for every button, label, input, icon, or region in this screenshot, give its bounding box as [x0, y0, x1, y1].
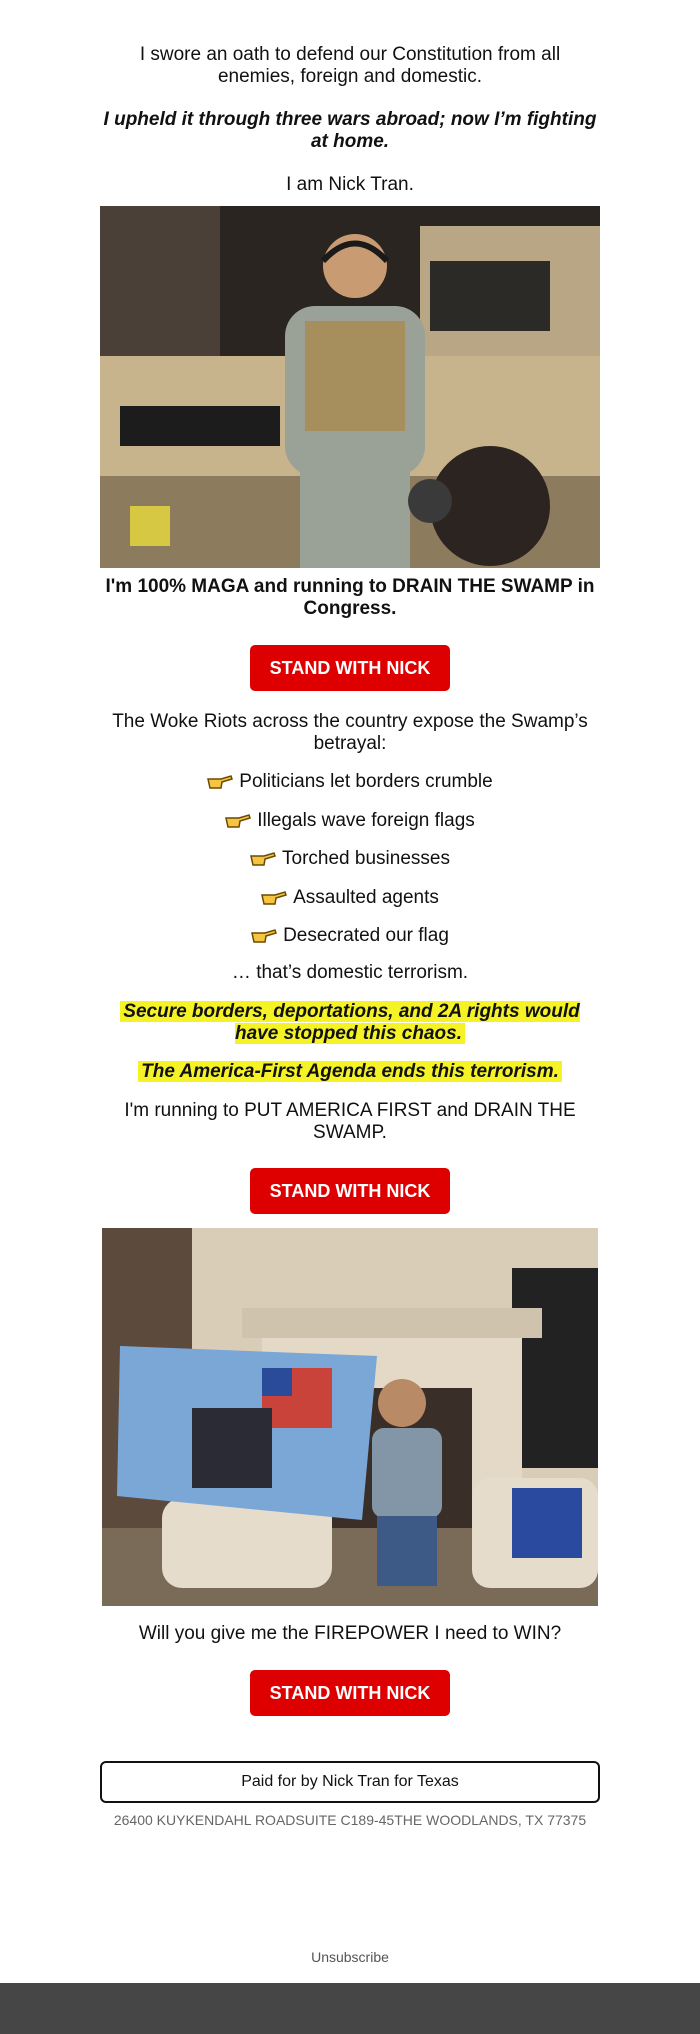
name-text: I am Nick Tran. — [286, 174, 414, 195]
list-item — [0, 770, 700, 794]
maga-text: I'm 100% MAGA and running to DRAIN THE SWAMP in Congress. — [105, 576, 595, 619]
paid-for-box: Paid for by Nick Tran for Texas — [100, 1761, 600, 1803]
stand-with-nick-button[interactable]: STAND WITH NICK — [250, 1168, 450, 1214]
list-item — [0, 809, 700, 833]
highlight-text: The America-First Agenda ends this terrorism. — [138, 1061, 562, 1082]
stand-with-nick-button[interactable]: STAND WITH NICK — [250, 1670, 450, 1716]
bullet-text: Politicians let borders crumble — [239, 771, 493, 792]
firepower-text: Will you give me the FIREPOWER I need to WIN? — [138, 1623, 562, 1644]
riots-intro: The Woke Riots across the country expose the Swamp’s betrayal: — [112, 711, 588, 754]
footer-bar — [0, 1983, 700, 2034]
running-text: I'm running to PUT AMERICA FIRST and DRAIN THE SWAMP. — [124, 1100, 576, 1143]
bullet-text: Desecrated our flag — [283, 925, 449, 946]
military-photo — [100, 206, 600, 568]
pointing-hand-icon — [250, 849, 276, 867]
unsubscribe-link[interactable]: Unsubscribe — [311, 1949, 389, 1965]
list-item — [0, 886, 700, 910]
list-item — [0, 924, 700, 948]
military-photo-image — [100, 206, 600, 568]
stand-with-nick-button[interactable]: STAND WITH NICK — [250, 645, 450, 691]
mailing-address: 26400 KUYKENDAHL ROADSUITE C189-45THE WOODLANDS, TX 77375 — [113, 1812, 587, 1828]
fireplace-photo — [102, 1228, 598, 1606]
highlight-agenda — [100, 1061, 600, 1083]
highlight-secure-borders — [100, 1001, 600, 1045]
list-item — [0, 847, 700, 871]
bullet-text: Illegals wave foreign flags — [257, 810, 475, 831]
terrorism-text: … that’s domestic terrorism. — [231, 962, 469, 983]
bullet-text: Torched businesses — [282, 848, 450, 869]
bullet-text: Assaulted agents — [293, 887, 439, 908]
pointing-hand-icon — [261, 888, 287, 906]
fireplace-photo-image — [102, 1228, 598, 1606]
highlight-text: Secure borders, deportations, and 2A rights would have stopped this chaos. — [120, 1001, 579, 1044]
pointing-hand-icon — [207, 772, 233, 790]
wars-text: I upheld it through three wars abroad; now I’m fighting at home. — [103, 109, 597, 152]
pointing-hand-icon — [251, 926, 277, 944]
oath-text: I swore an oath to defend our Constitution from all enemies, foreign and domestic. — [139, 44, 561, 87]
pointing-hand-icon — [225, 811, 251, 829]
